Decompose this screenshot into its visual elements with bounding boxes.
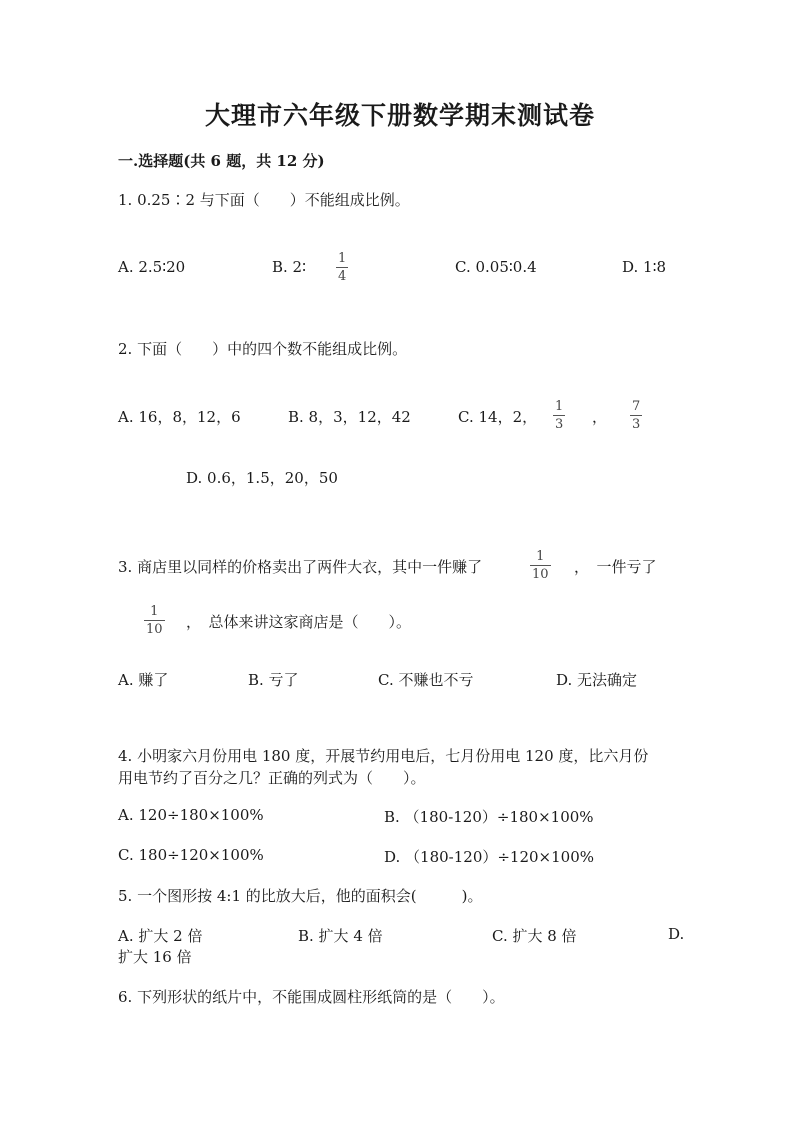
fraction-numerator: 1 xyxy=(338,251,347,266)
fraction-bar xyxy=(336,267,348,268)
section-heading: 一.选择题(共 6 题，共 12 分) xyxy=(118,152,325,170)
q2-option-c-separator: ， xyxy=(592,408,608,426)
q3-option-a[interactable]: A. 赚了 xyxy=(118,671,169,689)
q5-option-a[interactable]: A. 扩大 2 倍 xyxy=(118,927,203,945)
fraction-numerator: 7 xyxy=(632,399,641,414)
fraction-denominator: 10 xyxy=(532,567,549,582)
fraction-bar xyxy=(630,415,642,416)
q2-option-c-fraction-2 xyxy=(630,399,642,432)
q4-option-a[interactable]: A. 120÷180×100% xyxy=(118,806,264,824)
q4-option-b[interactable]: B. （180-120）÷180×100% xyxy=(384,808,594,826)
question-3-stem-part-3: ， 总体来讲这家商店是（ ）。 xyxy=(186,613,412,631)
fraction-numerator: 1 xyxy=(536,549,545,564)
q1-option-b[interactable]: B. 2∶ xyxy=(272,258,307,276)
q2-option-c-fraction-1 xyxy=(553,399,565,432)
q5-option-d-label[interactable]: D. xyxy=(668,925,685,943)
q2-option-d[interactable]: D. 0.6，1.5，20，50 xyxy=(186,469,338,487)
fraction-numerator: 1 xyxy=(150,604,159,619)
q1-option-d[interactable]: D. 1∶8 xyxy=(622,258,667,276)
q5-option-d-text[interactable]: 扩大 16 倍 xyxy=(118,948,192,966)
question-5-stem: 5. 一个图形按 4:1 的比放大后，他的面积会( )。 xyxy=(118,887,483,905)
fraction-denominator: 3 xyxy=(555,417,564,432)
fraction-denominator: 10 xyxy=(146,622,163,637)
q1-option-c[interactable]: C. 0.05∶0.4 xyxy=(455,258,537,276)
q4-option-c[interactable]: C. 180÷120×100% xyxy=(118,846,264,864)
fraction-bar xyxy=(144,620,165,621)
fraction-denominator: 3 xyxy=(632,417,641,432)
q2-option-a[interactable]: A. 16，8，12，6 xyxy=(118,408,241,426)
question-4-stem-line-2: 用电节约了百分之几？正确的列式为（ ）。 xyxy=(118,769,426,787)
fraction-bar xyxy=(530,565,551,566)
question-4-stem-line-1: 4. 小明家六月份用电 180 度，开展节约用电后，七月份用电 120 度，比六月份 xyxy=(118,747,649,765)
q2-option-c[interactable]: C. 14，2， xyxy=(458,408,538,426)
question-3-stem-part-1: 3. 商店里以同样的价格卖出了两件大衣，其中一件赚了 xyxy=(118,558,483,576)
q3-option-c[interactable]: C. 不赚也不亏 xyxy=(378,671,474,689)
page-title: 大理市六年级下册数学期末测试卷 xyxy=(204,101,595,130)
question-2-stem: 2. 下面（ ）中的四个数不能组成比例。 xyxy=(118,340,408,358)
q1-option-a[interactable]: A. 2.5∶20 xyxy=(118,258,186,276)
question-3-stem-part-2: ， 一件亏了 xyxy=(574,558,657,576)
fraction-bar xyxy=(553,415,565,416)
q1-option-b-fraction xyxy=(336,251,348,284)
q3-fraction-2 xyxy=(144,604,165,637)
fraction-denominator: 4 xyxy=(338,269,347,284)
q3-fraction-1 xyxy=(530,549,551,582)
q3-option-b[interactable]: B. 亏了 xyxy=(248,671,299,689)
question-6-stem: 6. 下列形状的纸片中，不能围成圆柱形纸筒的是（ ）。 xyxy=(118,988,505,1006)
q5-option-b[interactable]: B. 扩大 4 倍 xyxy=(298,927,383,945)
q3-option-d[interactable]: D. 无法确定 xyxy=(556,671,638,689)
question-1-stem: 1. 0.25∶2 与下面（ ）不能组成比例。 xyxy=(118,191,410,209)
q2-option-b[interactable]: B. 8，3，12，42 xyxy=(288,408,411,426)
fraction-numerator: 1 xyxy=(555,399,564,414)
q5-option-c[interactable]: C. 扩大 8 倍 xyxy=(492,927,577,945)
q4-option-d[interactable]: D. （180-120）÷120×100% xyxy=(384,848,595,866)
